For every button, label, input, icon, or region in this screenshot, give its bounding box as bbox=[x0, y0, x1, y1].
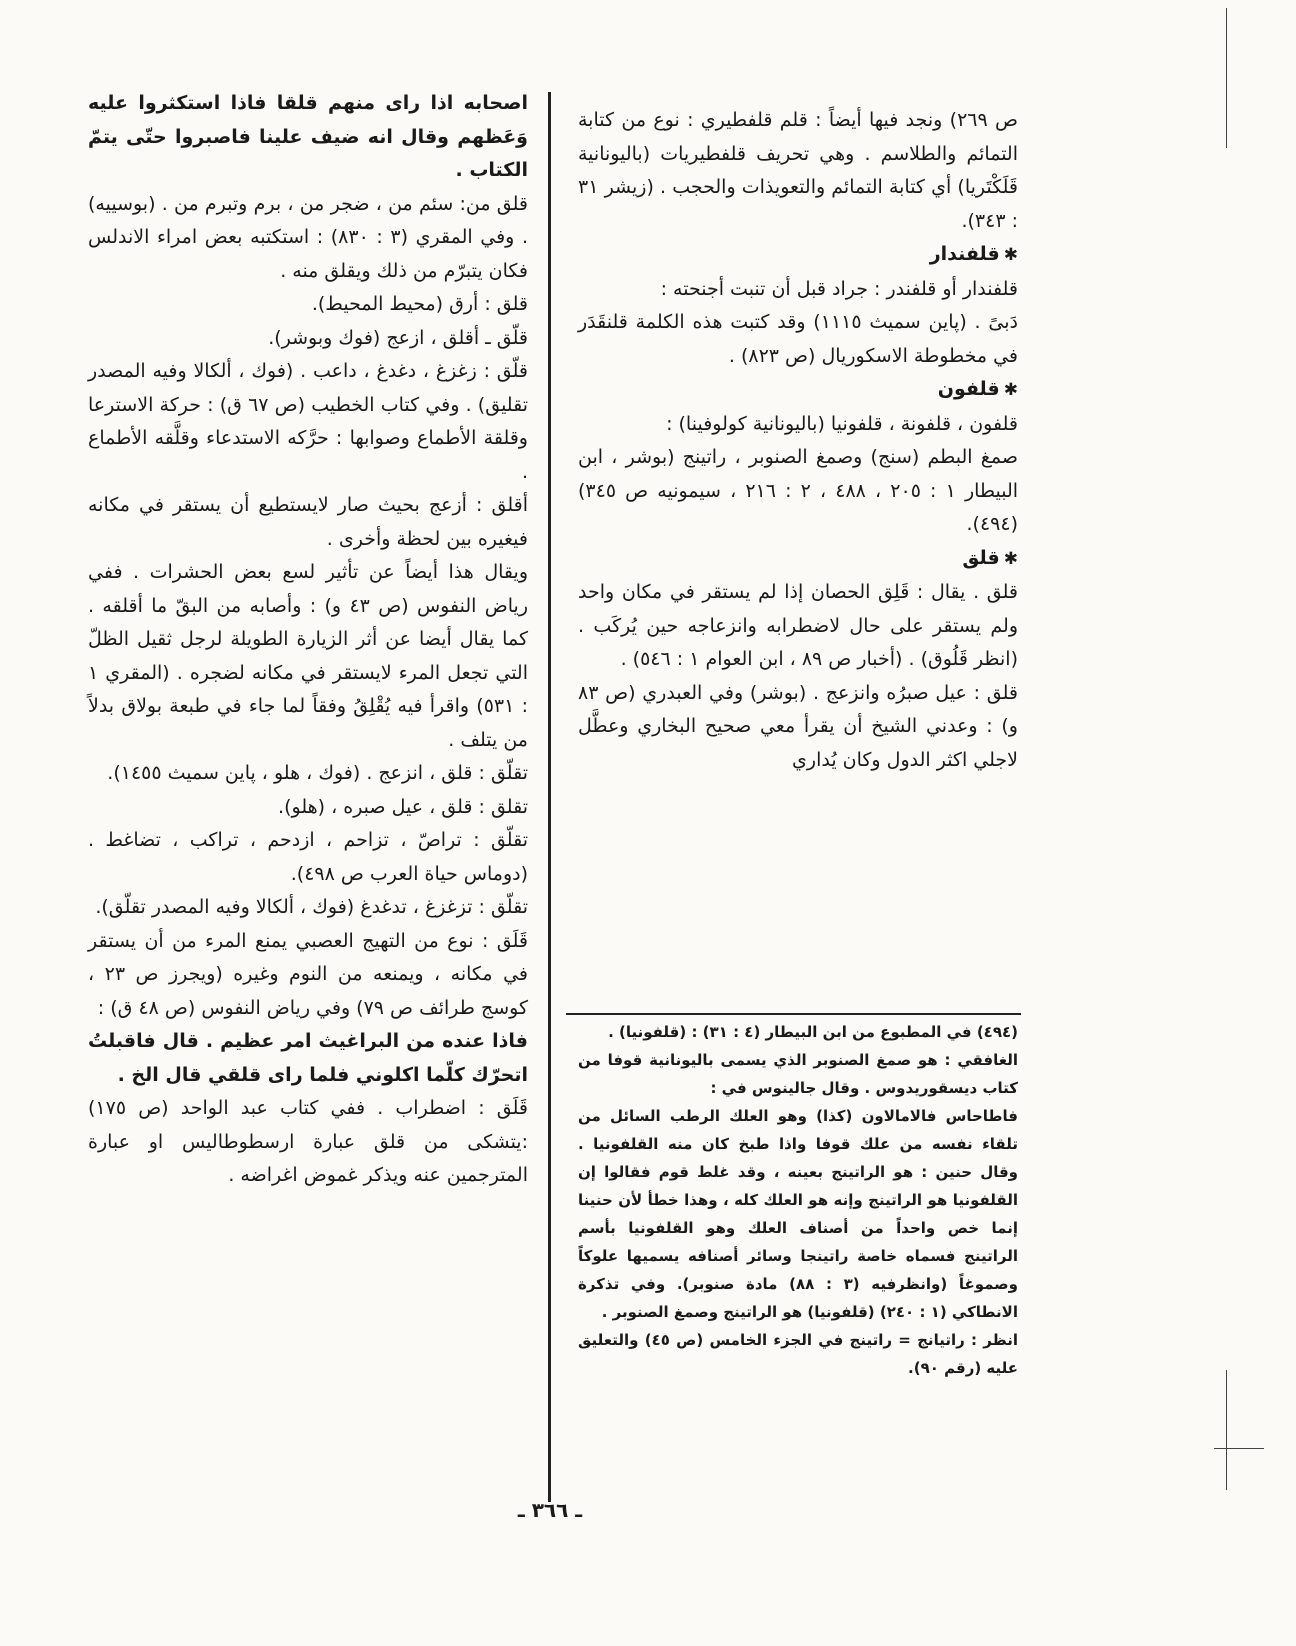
entry-taqallaq-3: تقلّق : تراصّ ، تزاحم ، ازدحم ، تراكب ، تضاغط . (دوماس حياة العرب ص ٤٩٨). bbox=[88, 829, 528, 885]
heading-qalfandar: ✱قلفندار bbox=[929, 243, 1018, 265]
entry-qalaq-horse: قلق . يقال : قَلِق الحصان إذا لم يستقر في مكان واحد ولم يستقر على حال لاضطرابه وانزعاجه حين يُركَب .(انظر قَلُوق) . (أخبار ص ٨٩ ، ابن العوام ١ : ٥٤٦) . bbox=[578, 581, 1018, 670]
right-column bbox=[578, 104, 1018, 777]
entry-qalaq-ariq: قلق : أرق (محيط المحيط). bbox=[311, 293, 528, 315]
entry-qalfun: قلفون ، قلفونة ، قلفونيا (باليونانية كولوفينا) : bbox=[666, 412, 1018, 435]
entry-qallaq-zaghzagh: قلّق : زغزغ ، دغدغ ، داعب . (فوك ، ألكالا وفيه المصدر تقليق) . وفي كتاب الخطيب (ص ٦٧ ق) : حركة الاسترعا وقلقة الأطماع وصوابها : حرَّكه الاستدعاء وقلَّقه الأطماع . bbox=[88, 360, 528, 483]
footnote-494: (٤٩٤) في المطبوع من ابن البيطار (٤ : ٣١) : (قلفونيا) . bbox=[608, 1023, 1018, 1041]
left-column bbox=[88, 87, 528, 1193]
entry-qalaq-idtirab: قَلَق : اضطراب . ففي كتاب عبد الواحد (ص ١٧٥) :يتشكى من قلق عبارة ارسطوطاليس او عبارة المترجمين عنه ويذكر غموض اغراضه . bbox=[88, 1097, 528, 1186]
footnote-ratinaj: انظر : راتيانج = راتينج في الجزء الخامس (ص ٤٥) والتعليق عليه (رقم ٩٠). bbox=[578, 1331, 1018, 1377]
heading-qalfun: ✱قلفون bbox=[937, 378, 1018, 400]
entry-taqallaq-4: تقلّق : تزغزغ ، تدغدغ (فوك ، ألكالا وفيه المصدر تقلّق). bbox=[95, 896, 528, 918]
entry-qalaq-nervous: قَلَق : نوع من التهيج العصبي يمنع المرء من أن يستقر في مكانه ، ويمنعه من النوم وغيره (ويجرز ص ٢٣ ، كوسج طرائف ص ٧٩) وفي رياض النفوس (ص ٤٨ ق) : bbox=[88, 929, 529, 1019]
entry-taqallaq-2: تقلق : قلق ، عيل صبره ، (هلو). bbox=[278, 795, 528, 818]
entry-taqallaq-1: تقلّق : قلق ، انزعج . (فوك ، هلو ، پاين سميث ١٤٥٥). bbox=[107, 762, 528, 784]
asterisk-icon: ✱ bbox=[1003, 548, 1018, 569]
entry-qalfandar: قلفندار أو قلفندر : جراد قبل أن تنبت أجنحته : bbox=[660, 277, 1018, 300]
footnote-body: فاطاحاس فالامالاون (كذا) وهو العلك الرطب السائل من تلقاء نفسه من علك قوفا واذا طبخ كان منه القلفونيا . وقال حنين : هو الراتينج بعينه ، وقد غلط قوم فقالوا إن القلفونيا هو الراتينج وإنه هو العلك كله ، وهذا خطأ لأن حنينا إنما خص واحداً من أصناف العلك وهو القلفونيا بأسم الراتينج فسماه خاصة راتينجا وسائر أصنافه يسميها علوكاً وصموغاً (وانظرفيه (٣ : ٨٨) مادة صنوبر). وفي تذكرة الانطاكي (١ : ٢٤٠) (قلفونيا) هو الراتينج وصمغ الصنوبر . bbox=[578, 1107, 1018, 1321]
entry-qallaq-aqlaq: قلّق ـ أقلق ، ازعج (فوك وبوشر). bbox=[268, 326, 528, 349]
asterisk-icon: ✱ bbox=[1003, 245, 1018, 265]
asterisk-icon: ✱ bbox=[1003, 380, 1018, 400]
column-divider bbox=[548, 92, 551, 1502]
entry-aqlaq: أقلق : أزعج بحيث صار لايستطيع أن يستقر في مكانه فيغيره بين لحظة وأخرى . bbox=[88, 494, 528, 550]
entry-insects: ويقال هذا أيضاً عن تأثير لسع بعض الحشرات . ففي رياض النفوس (ص ٤٣ و) : وأصابه من البقّ ما أقلقه . كما يقال أيضا عن أثر الزيارة الطويلة لرجل ثقيل الظلّ التي تجعل المرء لايستقر في مكانه لضجره . (المقري ١ : ٥٣١) واقرأ فيه يُقْلِقُ وفقاً لما جاء في طبعة بولاق بدلاً من يتلف . bbox=[88, 561, 528, 751]
entry-samgh: صمغ البطم (سنج) وصمغ الصنوبر ، راتينج (بوشر ، ابن البيطار ١ : ٢٠٥ ، ٤٨٨ ، ٢ : ٢١٦ ، سيمونيه ص ٣٤٥)(٤٩٤). bbox=[578, 446, 1019, 535]
entry-qalam: ص ٢٦٩) ونجد فيها أيضاً : قلم قلفطيري : نوع من كتابة التمائم والطلاسم . وهي تحريف قلفطيريات (باليونانية قَلَكْتَريا) أي كتابة التمائم والتعويذات والحجب . (زيشر ٣١ : ٣٤٣). bbox=[578, 109, 1018, 232]
scan-edge-mark bbox=[1214, 1448, 1264, 1449]
entry-qalaq-min: قلق من: سئم من ، ضجر من ، برم وتبرم من . (بوسييه) . وفي المقري (٣ : ٨٣٠) : استكتبه بعض امراء الاندلس فكان يتبرّم من ذلك ويقلق منه . bbox=[88, 192, 528, 282]
footnote-ghafiqi: الغافقي : هو صمغ الصنوبر الذي يسمى باليونانية قوفا من كتاب ديسقوريدوس . وقال جالينوس في : bbox=[578, 1051, 1018, 1097]
quote-ashabuhu: اصحابه اذا راى منهم قلقا فاذا استكثروا عليه وَعَظهم وقال انه ضيف علينا فاصبروا حتّى يتمّ الكتاب . bbox=[88, 92, 528, 181]
scan-edge-mark bbox=[1226, 1370, 1227, 1490]
entry-qalaq-sabr: قلق : عيل صبرُه وانزعج . (بوشر) وفي العبدري (ص ٨٣ و) : وعدني الشيخ أن يقرأ معي صحيح البخاري وعطَّل لاجلي اكثر الدول وكان يُداري bbox=[578, 681, 1018, 771]
footnotes bbox=[578, 1018, 1018, 1382]
footnote-rule bbox=[566, 1013, 1021, 1015]
entry-daba: دَبىً . (پاين سميث ١١١٥) وقد كتبت هذه الكلمة قلنقَدَر في مخطوطة الاسكوريال (ص ٨٢٣) . bbox=[578, 311, 1018, 367]
heading-qalaq: ✱قلق bbox=[962, 546, 1018, 569]
scan-edge-mark bbox=[1226, 8, 1227, 148]
page-number: ـ ٣٦٦ ـ bbox=[517, 1498, 583, 1522]
quote-baraghith: فاذا عنده من البراغيث امر عظيم . قال فاقبلتُ اتحرّك كلّما اكلوني فلما راى قلقي قال الخ . bbox=[88, 1030, 528, 1086]
